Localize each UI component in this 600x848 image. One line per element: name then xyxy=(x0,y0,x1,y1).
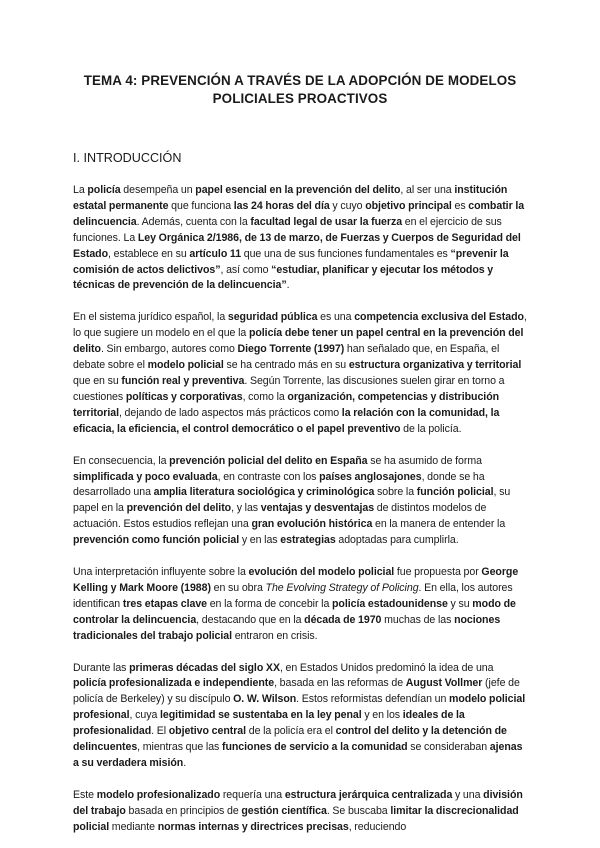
text-run: . xyxy=(183,757,187,769)
bold-run: gestión científica xyxy=(241,804,327,817)
paragraph-4 xyxy=(73,565,527,645)
text-run: de la policía era el xyxy=(246,725,336,738)
bold-run: O. W. Wilson xyxy=(233,693,297,706)
bold-run: objetivo principal xyxy=(365,199,452,212)
italic-run: The Evolving Strategy of Policing xyxy=(265,581,419,594)
bold-run: estructura jerárquica centralizada xyxy=(284,788,453,801)
bold-run: países anglosajones xyxy=(319,470,422,483)
text-run: y una xyxy=(452,788,484,801)
bold-run: prevención del delito xyxy=(126,502,232,515)
text-run: que en su xyxy=(73,374,122,387)
text-run: . Se buscaba xyxy=(326,804,391,817)
text-run: . xyxy=(286,279,290,292)
bold-run: nociones tradicionales del trabajo policial xyxy=(73,613,501,642)
text-run: , destacando que en la xyxy=(196,613,305,626)
bold-run: seguridad pública xyxy=(227,311,318,324)
text-run: , donde se ha desarrollado una xyxy=(73,470,485,499)
bold-run: combatir la delincuencia xyxy=(73,199,525,228)
bold-run: “estudiar, planificar y ejecutar los métodos y técnicas de prevención de la delincuencia” xyxy=(73,263,494,292)
text-run: En consecuencia, la xyxy=(73,454,170,467)
text-run: . En ella, los autores identifican xyxy=(73,581,513,610)
text-run: , lo que sugiere un modelo en el que la xyxy=(73,311,527,340)
text-run: En el sistema jurídico español, la xyxy=(73,311,228,324)
text-run: en la manera de entender la xyxy=(372,518,506,531)
paragraph-5 xyxy=(73,661,527,772)
text-run: , en contraste con los xyxy=(217,470,320,483)
bold-run: simplificada y poco evaluada xyxy=(73,470,218,483)
paragraph-3 xyxy=(73,454,527,549)
text-run: mediante xyxy=(109,820,158,833)
text-run: muchas de las xyxy=(381,613,455,626)
bold-run: policía debe tener un papel central en la prevención del delito xyxy=(73,327,524,356)
bold-run: prevención como función policial xyxy=(73,534,240,547)
text-run: sobre la xyxy=(374,486,417,499)
text-run: . Estos reformistas defendían un xyxy=(296,693,449,706)
text-run: que funciona xyxy=(168,199,234,212)
bold-run: August Vollmer xyxy=(405,677,483,690)
text-run: que una de sus funciones fundamentales es xyxy=(241,247,451,260)
text-run: (jefe de policía de Berkeley) y su discípulo xyxy=(73,677,520,706)
text-run: requería una xyxy=(220,788,285,801)
bold-run: modelo policial profesional xyxy=(73,693,526,722)
text-run: , cuya xyxy=(129,709,161,722)
bold-run: George Kelling y Mark Moore (1988) xyxy=(73,566,519,594)
text-run: se consideraban xyxy=(407,741,490,754)
bold-run: policía profesionalizada e independiente xyxy=(73,677,275,690)
bold-run: policía xyxy=(87,184,121,196)
bold-run: normas internas y directrices precisas xyxy=(157,820,349,833)
text-run: y cuyo xyxy=(329,199,366,212)
bold-run: Diego Torrente (1997) xyxy=(237,343,345,356)
text-run: . Sin embargo, autores como xyxy=(100,343,238,356)
bold-run: tres etapas clave xyxy=(122,597,208,610)
bold-run: institución estatal permanente xyxy=(73,184,508,212)
text-run: . Además, cuenta con la xyxy=(136,215,251,228)
text-run: en su obra xyxy=(210,581,266,594)
bold-run: estructura organizativa y territorial xyxy=(348,359,522,372)
text-run: , en Estados Unidos predominó la idea de una xyxy=(279,661,494,674)
text-run: de distintos modelos de actuación. Estos estudios reflejan una xyxy=(73,502,487,531)
text-run: , así como xyxy=(220,263,272,276)
text-run: , su papel en la xyxy=(73,486,511,515)
text-run: , establece en su xyxy=(108,247,190,260)
text-run: de la policía. xyxy=(400,422,462,435)
bold-run: artículo 11 xyxy=(189,247,242,260)
text-run: en el ejercicio de sus funciones. La xyxy=(73,215,502,244)
text-run: desempeña un xyxy=(120,184,196,196)
text-run: y en las xyxy=(239,534,281,547)
text-run: La xyxy=(73,184,88,196)
paragraph-1 xyxy=(73,183,527,294)
bold-run: amplia literatura sociológica y criminológica xyxy=(153,486,375,499)
text-run: fue propuesta por xyxy=(394,566,482,579)
text-run: y en los xyxy=(361,709,403,722)
bold-run: la relación con la comunidad, la eficacia, la eficiencia, el control democrático o el papel preventivo xyxy=(73,406,500,435)
text-run: se ha asumido de forma xyxy=(367,454,482,467)
section-heading: I. INTRODUCCIÓN xyxy=(73,151,182,165)
text-run: es una xyxy=(317,311,355,324)
bold-run: políticas y corporativas xyxy=(125,390,243,403)
text-run: , reduciendo xyxy=(348,820,407,833)
bold-run: década de 1970 xyxy=(304,613,382,626)
bold-run: ajenas a su verdadera misión xyxy=(73,741,523,769)
bold-run: estrategias xyxy=(280,534,336,547)
text-run: Este xyxy=(73,788,97,801)
text-run: adoptadas para cumplirla. xyxy=(335,534,459,547)
text-run: han señalado que, en España, el debate sobre el xyxy=(73,343,500,372)
bold-run: papel esencial en la prevención del delito xyxy=(195,184,401,196)
bold-run: funciones de servicio a la comunidad xyxy=(221,741,408,754)
bold-run: legitimidad se sustentaba en la ley penal xyxy=(160,709,362,722)
text-run: , basada en las reformas de xyxy=(274,677,406,690)
bold-run: policía estadounidense xyxy=(332,597,448,610)
text-run: Durante las xyxy=(73,661,130,674)
text-run: , y las xyxy=(231,502,261,515)
bold-run: Ley Orgánica 2/1986, de 13 de marzo, de Fuerzas y Cuerpos de Seguridad del Estado xyxy=(73,231,521,260)
bold-run: ideales de la profesionalidad xyxy=(73,709,465,738)
text-run: Una interpretación influyente sobre la xyxy=(73,566,249,579)
text-run: entraron en crisis. xyxy=(232,629,318,642)
bold-run: prevención policial del delito en España xyxy=(169,454,368,467)
bold-run: control del delito y la detención de delincuentes xyxy=(73,725,507,754)
text-run: , como la xyxy=(242,390,288,403)
bold-run: gran evolución histórica xyxy=(251,518,373,531)
text-run: , al ser una xyxy=(400,184,455,196)
paragraph-6 xyxy=(73,788,527,836)
bold-run: objetivo central xyxy=(168,725,247,738)
paragraph-2 xyxy=(73,310,527,437)
bold-run: competencia exclusiva del Estado xyxy=(354,311,524,324)
text-run: , dejando de lado aspectos más prácticos como xyxy=(118,406,342,419)
bold-run: función policial xyxy=(416,486,494,499)
bold-run: facultad legal de usar la fuerza xyxy=(250,215,403,228)
bold-run: división del trabajo xyxy=(73,788,523,817)
text-run: . El xyxy=(151,725,169,738)
text-run: en la forma de concebir la xyxy=(207,597,332,610)
bold-run: organización, competencias y distribución territorial xyxy=(73,390,500,419)
bold-run: función real y preventiva xyxy=(121,374,245,387)
document-title: TEMA 4: PREVENCIÓN A TRAVÉS DE LA ADOPCIÓN DE MODELOS POLICIALES PROACTIVOS xyxy=(83,73,517,106)
bold-run: modo de controlar la delincuencia xyxy=(73,597,516,626)
text-run: basada en principios de xyxy=(125,804,242,817)
text-run: se ha centrado más en su xyxy=(223,359,349,372)
bold-run: limitar la discrecionalidad policial xyxy=(73,804,519,833)
text-run: . Según Torrente, las discusiones suelen girar en torno a cuestiones xyxy=(73,374,505,403)
bold-run: ventajas y desventajas xyxy=(260,502,375,515)
bold-run: evolución del modelo policial xyxy=(248,566,395,579)
text-run: , mientras que las xyxy=(137,741,222,754)
bold-run: modelo policial xyxy=(147,359,224,372)
bold-run: primeras décadas del siglo XX xyxy=(129,661,280,674)
bold-run: “prevenir la comisión de actos delictivos” xyxy=(73,247,509,276)
bold-run: modelo profesionalizado xyxy=(96,788,221,801)
bold-run: las 24 horas del día xyxy=(233,199,330,212)
text-run: y su xyxy=(447,597,473,610)
text-run: es xyxy=(451,199,469,212)
